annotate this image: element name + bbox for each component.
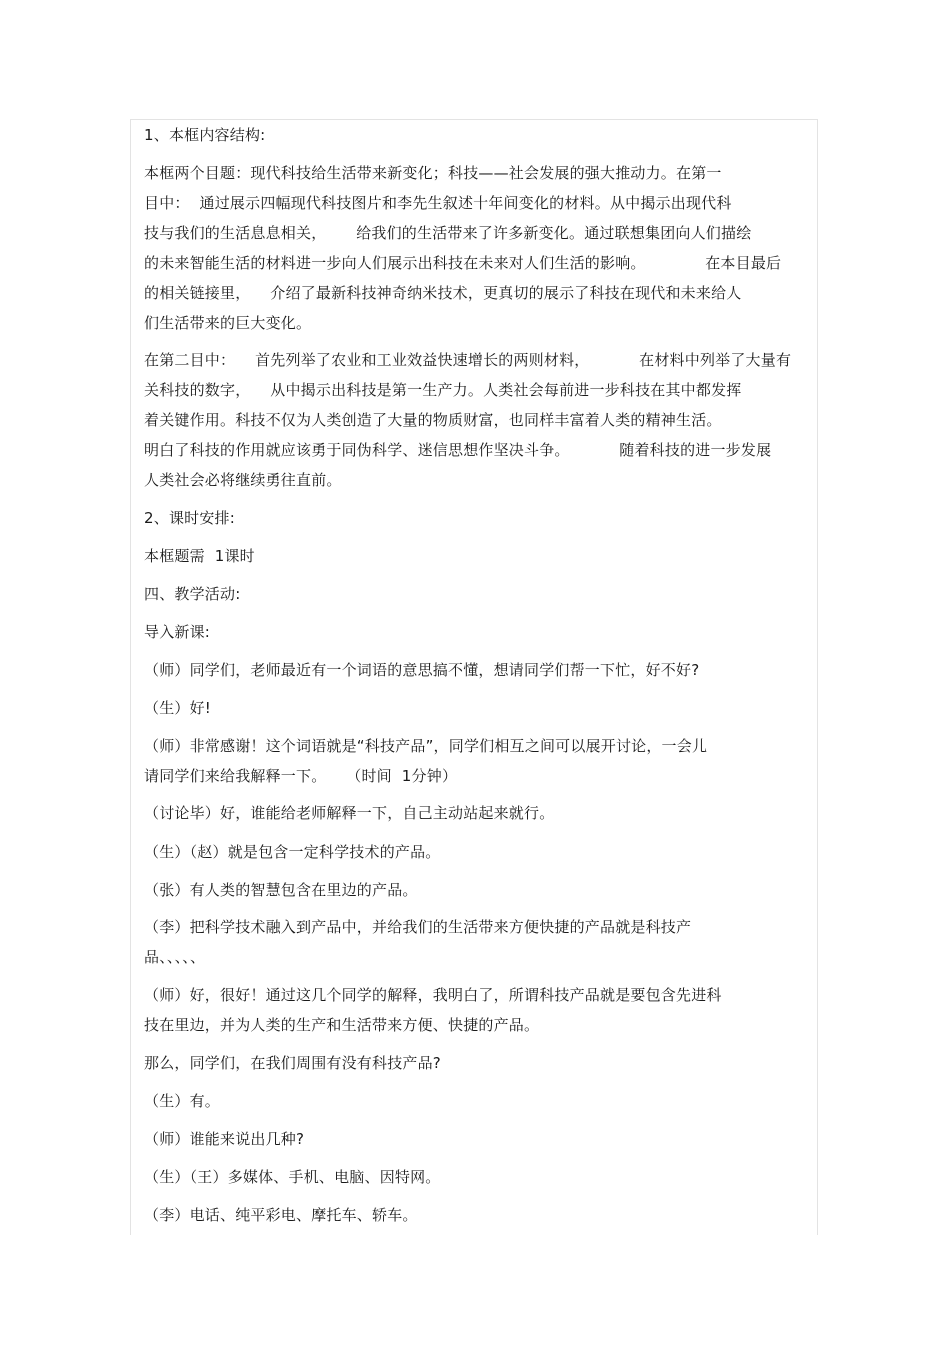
paragraph-line: 技与我们的生活息息相关， 给我们的生活带来了许多新变化。通过联想集团向人们描绘 (144, 224, 752, 242)
paragraph-line: 的相关链接里， 介绍了最新科技神奇纳米技术，更真切的展示了科技在现代和未来给人 (144, 284, 742, 302)
section-heading-structure: 1、本框内容结构: (144, 126, 266, 144)
dialogue-line: （师）非常感谢！这个词语就是“科技产品”，同学们相互之间可以展开讨论，一会儿 (144, 737, 708, 755)
paragraph-line: 的未来智能生活的材料进一步向人们展示出科技在未来对人们生活的影响。 在本目最后 (144, 254, 782, 272)
dialogue-line: （生）有。 (144, 1092, 221, 1110)
paragraph-line: 本框两个目题：现代科技给生活带来新变化；科技——社会发展的强大推动力。在第一 (144, 164, 722, 182)
paragraph-line: 在第二目中： 首先列举了农业和工业效益快速增长的两则材料， 在材料中列举了大量有 (144, 351, 792, 369)
dialogue-line: （师）好，很好！通过这几个同学的解释，我明白了，所谓科技产品就是要包含先进科 (144, 986, 722, 1004)
paragraph-line: 人类社会必将继续勇往直前。 (144, 471, 342, 489)
paragraph-line: 本框题需 1课时 (144, 547, 255, 565)
paragraph-line: 目中： 通过展示四幅现代科技图片和李先生叙述十年间变化的材料。从中揭示出现代科 (144, 194, 732, 212)
subheading-intro: 导入新课: (144, 623, 211, 641)
dialogue-line: （李）把科学技术融入到产品中，并给我们的生活带来方便快捷的产品就是科技产 (144, 918, 692, 936)
dialogue-line: （讨论毕）好，谁能给老师解释一下，自己主动站起来就行。 (144, 804, 555, 822)
section-heading-schedule: 2、课时安排: (144, 509, 235, 527)
dialogue-line: （生）（王）多媒体、手机、电脑、因特网。 (144, 1168, 441, 1186)
dialogue-line: （张）有人类的智慧包含在里边的产品。 (144, 881, 418, 899)
dialogue-line: 请同学们来给我解释一下。 （时间 1分钟） (144, 767, 458, 785)
paragraph-line: 着关键作用。科技不仅为人类创造了大量的物质财富，也同样丰富着人类的精神生活。 (144, 411, 722, 429)
paragraph-line: 关科技的数字， 从中揭示出科技是第一生产力。人类社会每前进一步科技在其中都发挥 (144, 381, 742, 399)
section-heading-activities: 四、教学活动: (144, 585, 241, 603)
dialogue-line: （李）电话、纯平彩电、摩托车、轿车。 (144, 1206, 418, 1224)
dialogue-line: 品、、、、、 (144, 948, 206, 966)
dialogue-line: （师）谁能来说出几种? (144, 1130, 305, 1148)
dialogue-line: （生）好! (144, 699, 212, 717)
paragraph-line: 明白了科技的作用就应该勇于同伪科学、迷信思想作坚决斗争。 随着科技的进一步发展 (144, 441, 772, 459)
dialogue-line: （生）（赵）就是包含一定科学技术的产品。 (144, 843, 441, 861)
dialogue-line: 那么，同学们，在我们周围有没有科技产品? (144, 1054, 441, 1072)
paragraph-line: 们生活带来的巨大变化。 (144, 314, 312, 332)
dialogue-line: 技在里边，并为人类的生产和生活带来方便、快捷的产品。 (144, 1016, 540, 1034)
dialogue-line: （师）同学们，老师最近有一个词语的意思搞不懂，想请同学们帮一下忙，好不好? (144, 661, 700, 679)
